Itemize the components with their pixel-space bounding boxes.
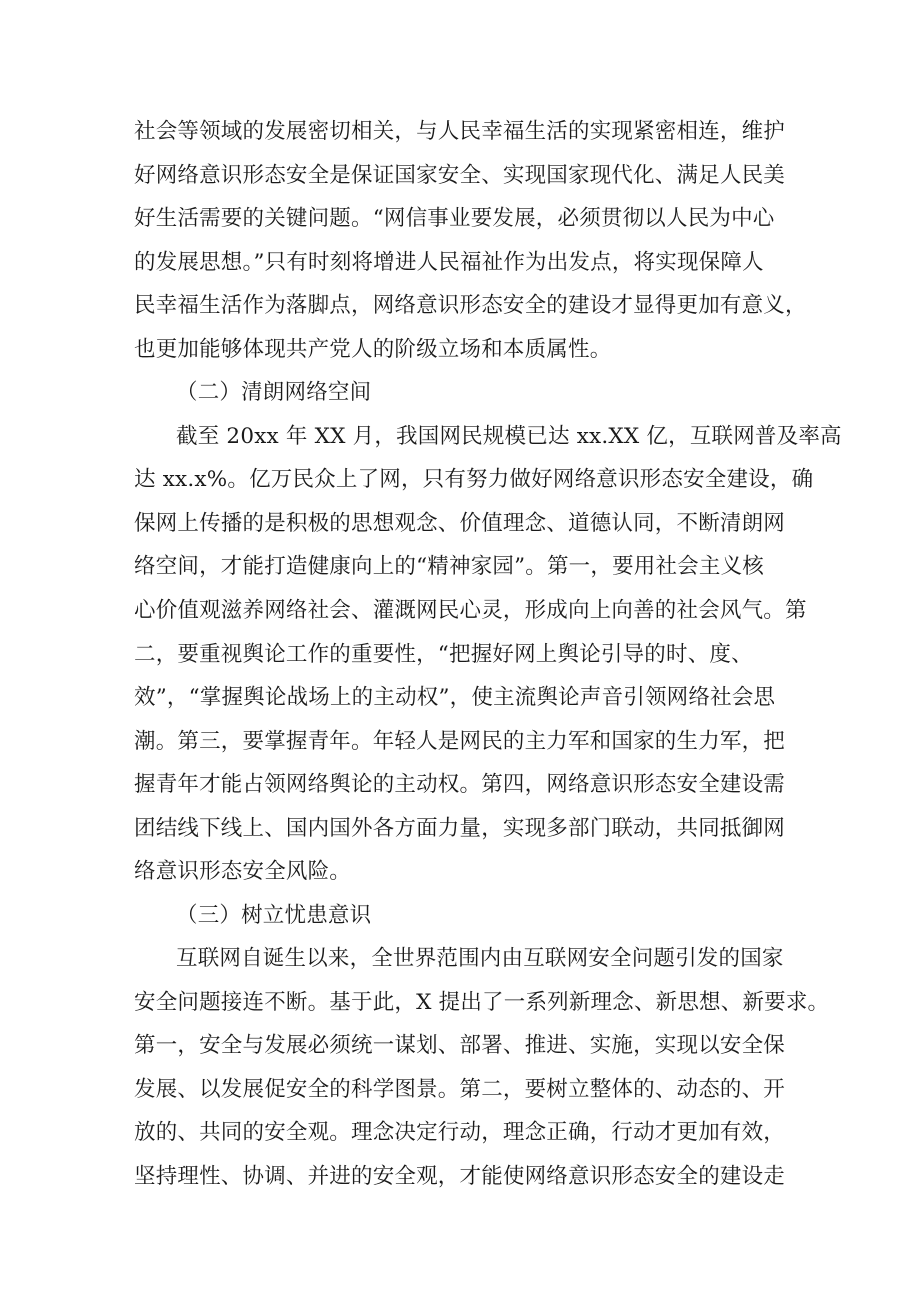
text-line: 络意识形态安全风险。 [134,859,352,884]
text-line: 好生活需要的关键问题。“网信事业要发展，必须贯彻以人民为中心 [134,206,775,231]
text-line: 截至 20xx 年 XX 月，我国网民规模已达 xx.XX 亿，互联网普及率高 [176,424,842,449]
text-line: 心价值观滋养网络社会、灌溉网民心灵，形成向上向善的社会风气。第 [134,598,807,623]
text-line: 效”，“掌握舆论战场上的主动权”，使主流舆论声音引领网络社会思 [134,685,776,710]
text-line: 潮。第三，要掌握青年。年轻人是网民的主力军和国家的生力军，把 [134,729,786,754]
text-line: 握青年才能占领网络舆论的主动权。第四，网络意识形态安全建设需 [134,772,786,797]
text-line: 好网络意识形态安全是保证国家安全、实现国家现代化、满足人民美 [134,163,786,188]
text-line: 第一，安全与发展必须统一谋划、部署、推进、实施，实现以安全保 [134,1033,786,1058]
text-line: 也更加能够体现共产党人的阶级立场和本质属性。 [134,337,612,362]
text-line: 坚持理性、协调、并进的安全观，才能使网络意识形态安全的建设走 [134,1164,786,1189]
text-line: 安全问题接连不断。基于此，X 提出了一系列新理念、新思想、新要求。 [134,990,830,1015]
text-line: 团结线下线上、国内国外各方面力量，实现多部门联动，共同抵御网 [134,816,786,841]
text-line: 互联网自诞生以来，全世界范围内由互联网安全问题引发的国家 [176,946,784,971]
text-line: 放的、共同的安全观。理念决定行动，理念正确，行动才更加有效， [134,1120,786,1145]
text-line: 的发展思想。”只有时刻将增进人民福祉作为出发点，将实现保障人 [134,250,764,275]
section-heading: （二）清朗网络空间 [176,380,372,405]
text-line: 民幸福生活作为落脚点，网络意识形态安全的建设才显得更加有意义， [134,293,807,318]
text-line: 络空间，才能打造健康向上的“精神家园”。第一，要用社会主义核 [134,554,764,579]
section-heading: （三）树立忧患意识 [176,903,372,928]
text-line: 保网上传播的是积极的思想观念、价值理念、道德认同，不断清朗网 [134,511,786,536]
text-line: 二，要重视舆论工作的重要性，“把握好网上舆论引导的时、度、 [134,642,753,667]
text-line: 达 xx.x%。亿万民众上了网，只有努力做好网络意识形态安全建设，确 [134,467,814,492]
text-line: 社会等领域的发展密切相关，与人民幸福生活的实现紧密相连，维护 [134,119,786,144]
text-line: 发展、以发展促安全的科学图景。第二，要树立整体的、动态的、开 [134,1077,786,1102]
